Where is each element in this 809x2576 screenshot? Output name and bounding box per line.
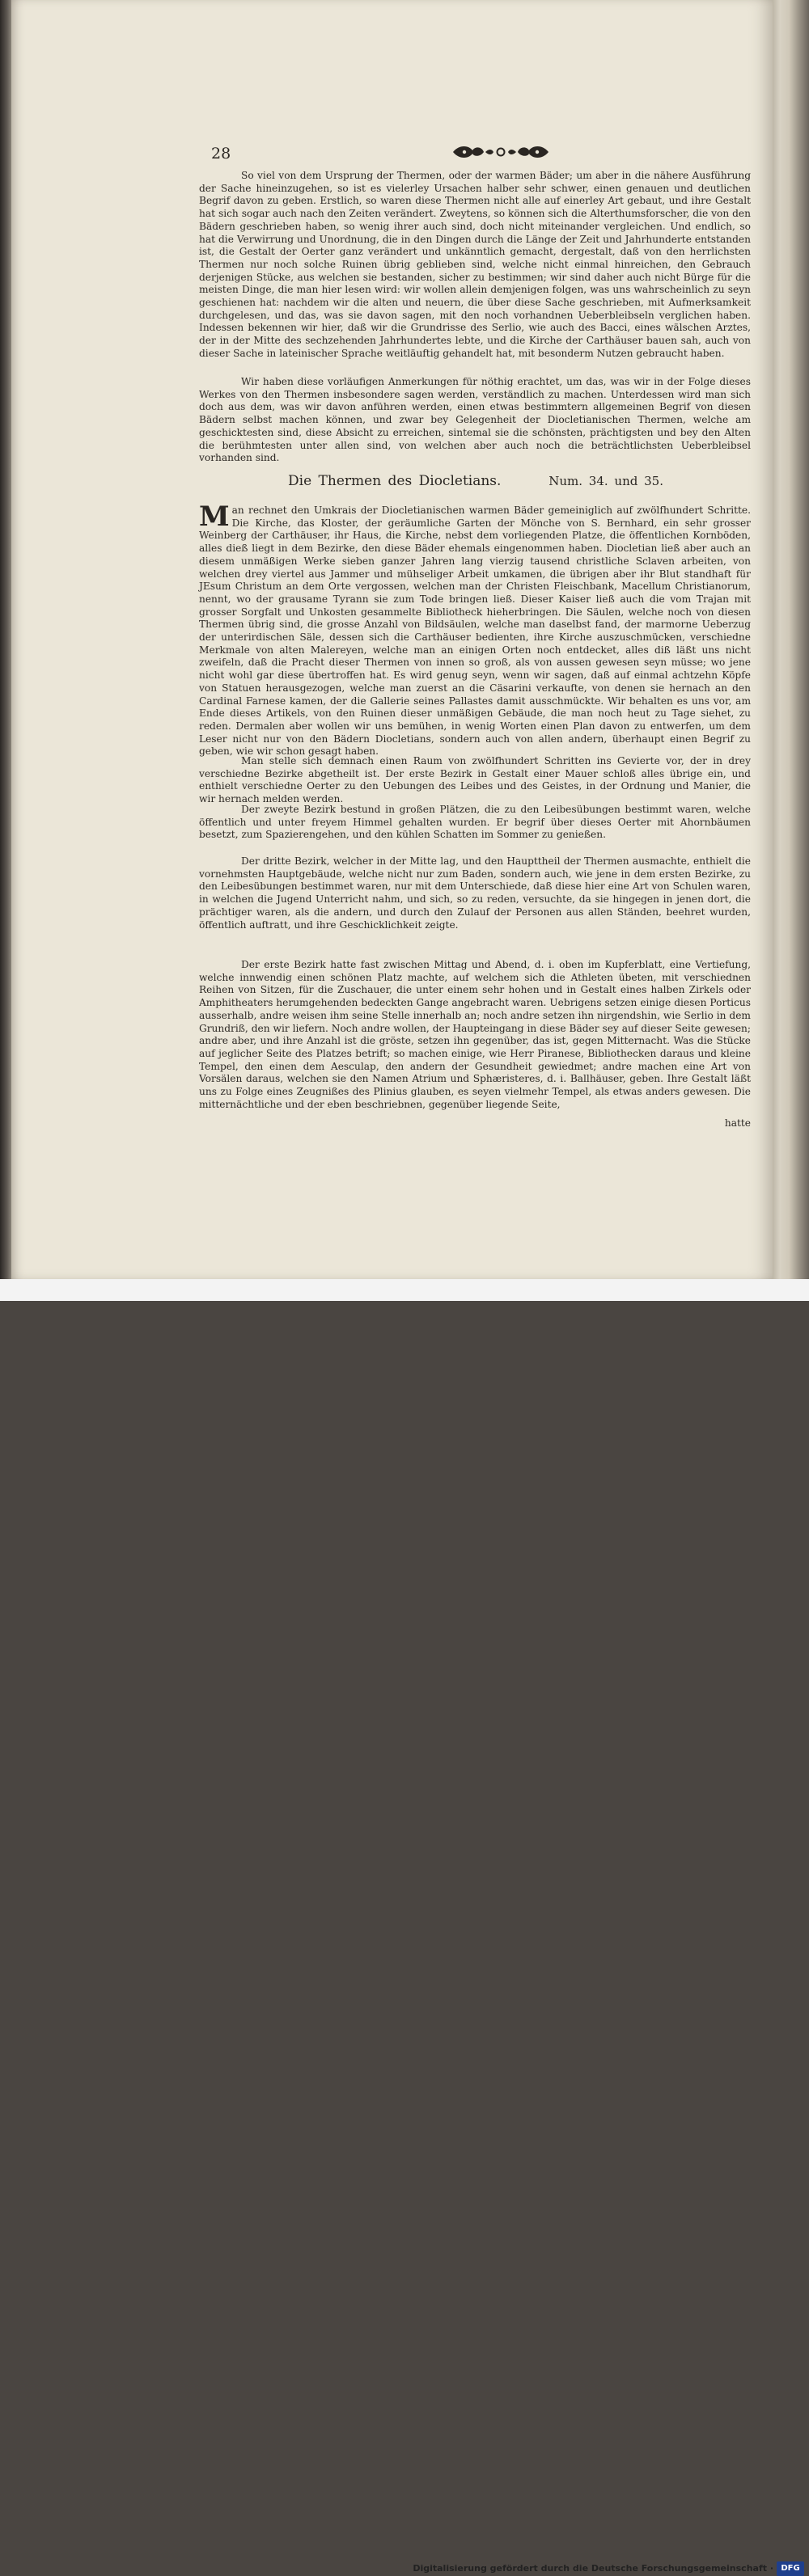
section-heading (201, 475, 751, 488)
paragraph-1: So viel von dem Ursprung der Thermen, oder der warmen Bäder; um aber in die nähere Ausführung der Sache hineinzugehen, so ist es vielerley Ursachen halber sehr schwer, einen genauen und deutlichen Begrif davon zu geben. Erstlich, so waren diese Thermen nicht alle auf einerley Art gebaut, und ihre Gestalt hat sich sogar auch nach den Zeiten verändert. Zweytens, so können sich die Alterthumsforscher, die von den Bädern geschrieben haben, so wenig ihrer auch sind, doch nicht miteinander vergleichen. Und endlich, so hat die Verwirrung und Unordnung, die in den Dingen durch die Länge der Zeit und Jahrhunderte entstanden ist, die Gestalt der Oerter ganz verändert und unkänntlich gemacht, dergestalt, daß von den herrlichsten Thermen nur noch solche Ruinen übrig geblieben sind, welche nicht einmal hinreichen, den Gebrauch derjenigen Stücke, aus welchen sie bestanden, sicher zu bestimmen; wir sind daher auch nicht Bürge für die meisten Dinge, die man hier lesen wird: wir wollen allein demjenigen folgen, was uns wahrscheinlich zu seyn geschienen hat: nachdem wir die alten und neuern, die über diese Sache geschrieben, mit Aufmerksamkeit durchgelesen, und das, was sie davon sagen, mit den noch vorhandnen Ueberbleibseln verglichen haben. Indessen bekennen wir hier, daß wir die Grundrisse des Serlio, wie auch des Bacci, eines wälschen Arztes, der in der Mitte des sechzehenden Jahrhundertes lebte, und die Kirche der Carthäuser bauen sah, auch von dieser Sache in lateinischer Sprache weitläuftig gehandelt hat, mit besonderm Nutzen gebraucht haben. (199, 170, 751, 359)
page-edge (773, 0, 809, 1279)
plate-number: Num. 34. und 35. (549, 474, 663, 488)
footer-text: Digitalisierung gefördert durch die Deutsche Forschungsgemeinschaft · (413, 2563, 773, 2574)
paragraph-6: Der dritte Bezirk, welcher in der Mitte lag, und den Haupttheil der Thermen ausmachte, enthielt die vornehmsten Hauptgebäude, welche nicht nur zum Baden, sondern auch, wie jene in dem ersten Bezirke, zu den Leibesübungen bestimmet waren, nur mit dem Unterschiede, daß diese hier eine Art von Schulen waren, in welchen die Jugend Unterricht nahm, und sich, so zu reden, versuchte, da sie hingegen in jenen dort, die prächtiger waren, als die andern, und durch den Zulauf der Personen aus allen Ständen, beehret wurden, öffentlich auftratt, und ihre Geschicklichkeit zeigte. (199, 855, 751, 931)
paragraph-4: Man stelle sich demnach einen Raum von zwölfhundert Schritten ins Gevierte vor, der in drey verschiedne Bezirke abgetheilt ist. Der erste Bezirk in Gestalt einer Mauer schloß alles übrige ein, und enthielt verschiedne Oerter zu den Uebungen des Leibes und des Geistes, in der Ordnung und Manier, die wir hernach melden werden. (199, 755, 751, 805)
digitization-footer (0, 1279, 809, 2574)
paragraph-3 (199, 500, 751, 758)
dfg-logo-icon[interactable]: DFG (777, 2561, 804, 2576)
section-title: Die Thermen des Diocletians. (288, 473, 502, 489)
paragraph-7: Der erste Bezirk hatte fast zwischen Mittag und Abend, d. i. oben im Kupferblatt, eine Vertiefung, welche innwendig einen schönen Platz machte, auf welchem sich die Athleten übeten, mit verschiednen Reihen von Sitzen, für die Zuschauer, die unter einem sehr hohen und in Gestalt eines halben Zirkels oder Amphitheaters herumgehenden bedeckten Gange angebracht waren. Uebrigens setzen einige diesen Porticus ausserhalb, andre weisen ihm seine Stelle innerhalb an; noch andre setzen ihn nirgendshin, wie Serlio in dem Grundriß, den wir liefern. Noch andre wollen, der Haupteingang in diese Bäder sey auf dieser Seite gewesen; andre aber, und ihre Anzahl ist die gröste, setzen ihn gegenüber, das ist, gegen Mitternacht. Was die Stücke auf jeglicher Seite des Platzes betrift; so machen einige, wie Herr Piranese, Bibliothecken daraus und kleine Tempel, den einen dem Aesculap, den andern der Gesundheit gewiedmet; andre machen eine Art von Vorsälen daraus, welchen sie den Namen Atrium und Sphæristeres, d. i. Ballhäuser, geben. Ihre Gestalt läßt uns zu Folge eines Zeugnißes des Plinius glauben, es seyen vielmehr Tempel, als etwas anders gewesen. Die mitternächtliche und der eben beschriebnen, gegenüber liegende Seite, (199, 959, 751, 1110)
left-gutter (0, 0, 11, 1301)
paragraph-5: Der zweyte Bezirk bestund in großen Plätzen, die zu den Leibesübungen bestimmt waren, welche öffentlich und unter freyem Himmel gehalten wurden. Er begrif über dieses Oerter mit Ahornbäumen besetzt, zum Spazierengehen, und den kühlen Schatten im Sommer zu genießen. (199, 804, 751, 841)
printer-ornament-icon (448, 142, 553, 162)
catchword: hatte (724, 1117, 751, 1129)
paragraph-3-text: an rechnet den Umkrais der Diocletianischen warmen Bäder gemeiniglich auf zwölfhundert Schritte. Die Kirche, das Kloster, der geräumliche Garten der Mönche von S. Bernhard, ein sehr grosser Weinberg der Carthäuser, ihr Haus, die Kirche, nebst dem vorliegenden Platze, die öffentlichen Kornböden, alles dieß liegt in dem Bezirke, den diese Bäder ehemals eingenommen haben. Diocletian ließ aber auch an diesem unmäßigen Werke sieben ganzer Jahren lang vierzig tausend christliche Sclaven arbeiten, von welchen drey viertel aus Jammer und mühseliger Arbeit umkamen, die übrigen aber ihr Blut standhaft für JEsum Christum an dem Orte vergossen, welchen man der Christen Fleischbank, Macellum Christianorum, nennt, wo der grausame Tyrann sie zum Tode bringen ließ. Dieser Kaiser ließ auch die vom Trajan mit grosser Sorgfalt und Unkosten gesammelte Bibliotheck hieherbringen. Die Säulen, welche noch von diesen Thermen übrig sind, die grosse Anzahl von Bildsäulen, welche man daselbst fand, der marmorne Ueberzug der unterirdischen Säle, dessen sich die Carthäuser bedienten, ihre Kirche auszuschmücken, verschiedne Merkmale von alten Malereyen, welche man an einigen Orten noch entdecket, alles diß läßt uns nicht zweifeln, daß die Pracht dieser Thermen von innen so groß, als von aussen gewesen seyn müsse; wo jene nicht wohl gar diese übertroffen hat. Es wird genug seyn, wenn wir sagen, daß auf einmal achtzehn Köpfe von Statuen herausgezogen, welche man zuerst an die Cäsarini verkaufte, von denen sie hernach an den Cardinal Farnese kamen, der die Gallerie seines Pallastes damit ausschmückte. Wir behalten es uns vor, am Ende dieses Artikels, von den Ruinen dieser unmäßigen Gebäude, die man noch heut zu Tage siehet, zu reden. Dermalen aber wollen wir uns bemühen, in wenig Worten einen Plan davon zu entwerfen, um dem Leser nicht nur von den Bädern Diocletians, sondern auch von allen andern, überhaupt einen Begrif zu geben, wie wir schon gesagt haben. (199, 505, 751, 758)
page-number: 28 (211, 145, 231, 163)
drop-cap: M (199, 500, 230, 533)
paragraph-2: Wir haben diese vorläufigen Anmerkungen für nöthig erachtet, um das, was wir in der Folge dieses Werkes von den Thermen insbesondere sagen werden, verständlich zu machen. Unterdessen wird man sich doch aus dem, was wir davon anführen werden, einen etwas bestimmtern allgemeinen Begrif von diesen Bädern selbst machen können, und zwar bey Gelegenheit der Diocletianischen Thermen, welche am geschicktesten sind, diese Absicht zu erreichen, sintemal sie die schönsten, prächtigsten und bey den Alten die berühmtesten unter allen sind, von welchen aber auch noch die beträchtlichsten Ueberbleibsel vorhanden sind. (199, 376, 751, 464)
